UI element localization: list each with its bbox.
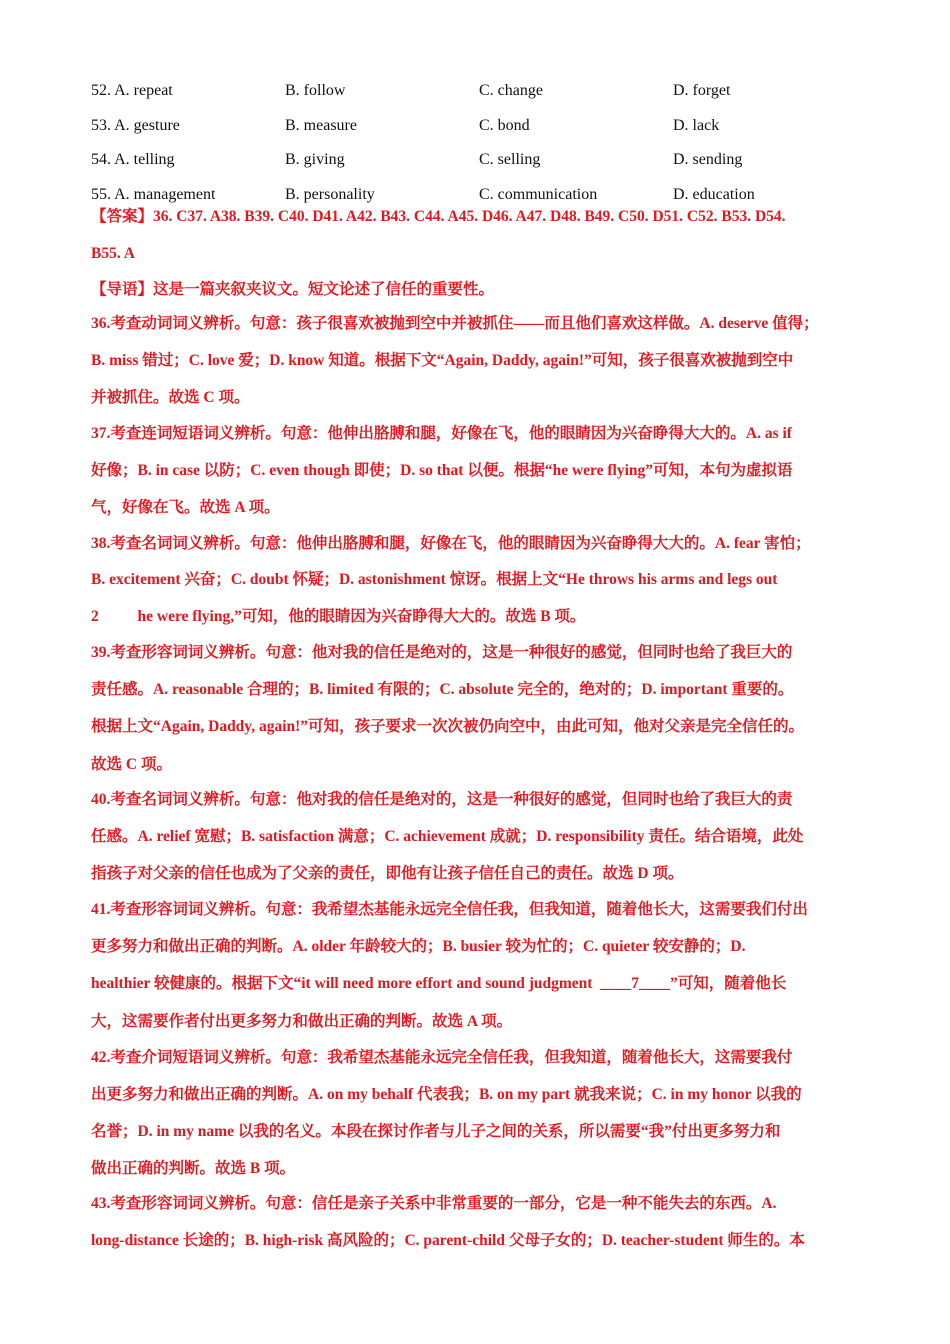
answer-options — [91, 74, 871, 212]
explanation-line: 故选 C 项。 — [91, 756, 172, 773]
answer-key-line: B55. A — [91, 245, 135, 262]
explanation-line: 并被抓住。故选 C 项。 — [91, 389, 250, 406]
option-c: C. bond — [479, 116, 530, 134]
explanation-line: 43.考查形容词词义辨析。句意：信任是亲子关系中非常重要的一部分，它是一种不能失去的东西。A. — [91, 1195, 777, 1212]
explanation-line: 做出正确的判断。故选 B 项。 — [91, 1160, 296, 1177]
option-b: B. giving — [285, 151, 345, 169]
explanation-line: 38.考查名词词义辨析。句意：他伸出胳膊和腿，好像在飞，他的眼睛因为兴奋睁得大大的。A. fear 害怕； — [91, 535, 811, 552]
explanation-line: 根据上文“Again, Daddy, again!”可知，孩子要求一次次被仍向空中，由此可知，他对父亲是完全信任的。 — [91, 718, 805, 735]
explanation-line: 责任感。A. reasonable 合理的；B. limited 有限的；C. absolute 完全的，绝对的；D. important 重要的。 — [91, 681, 794, 698]
option-d: D. forget — [673, 82, 731, 100]
explanation-line: 名誉；D. in my name 以我的名义。本段在探讨作者与儿子之间的关系，所以需要“我”付出更多努力和 — [91, 1123, 781, 1140]
explanation-line: 好像；B. in case 以防；C. even though 即使；D. so that 以便。根据“he were flying”可知，本句为虚拟语 — [91, 462, 793, 479]
option-row-52 — [91, 74, 871, 109]
explanation-line: 气，好像在飞。故选 A 项。 — [91, 499, 280, 516]
option-b: B. follow — [285, 82, 346, 100]
intro-line: 【导语】这是一篇夹叙夹议文。短文论述了信任的重要性。 — [91, 281, 495, 298]
explanation-line: 37.考查连词短语词义辨析。句意：他伸出胳膊和腿，好像在飞，他的眼睛因为兴奋睁得大大的。A. as if — [91, 425, 792, 442]
option-c: C. selling — [479, 151, 541, 169]
option-row-53 — [91, 109, 871, 144]
option-d: D. sending — [673, 151, 743, 169]
explanation-line: 39.考查形容词词义辨析。句意：他对我的信任是绝对的，这是一种很好的感觉，但同时也给了我巨大的 — [91, 644, 793, 661]
option-a: 55. A. management — [91, 185, 216, 203]
explanation-line: 任感。A. relief 宽慰；B. satisfaction 满意；C. achievement 成就；D. responsibility 责任。结合语境，此处 — [91, 828, 804, 845]
option-c: C. change — [479, 82, 543, 100]
option-b: B. measure — [285, 116, 357, 134]
explanation-line: long-distance 长途的；B. high-risk 高风险的；C. parent-child 父母子女的；D. teacher-student 师生的。本 — [91, 1232, 805, 1249]
option-a: 53. A. gesture — [91, 116, 180, 134]
explanation-line: 出更多努力和做出正确的判断。A. on my behalf 代表我；B. on my part 就我来说；C. in my honor 以我的 — [91, 1086, 802, 1103]
explanation-line: 指孩子对父亲的信任也成为了父亲的责任，即他有让孩子信任自己的责任。故选 D 项。 — [91, 865, 684, 882]
explanation-line: 42.考查介词短语词义辨析。句意：我希望杰基能永远完全信任我，但我知道，随着他长大，这需要我付 — [91, 1049, 793, 1066]
option-row-54 — [91, 143, 871, 178]
option-c: C. communication — [479, 185, 598, 203]
explanation-line: 2 he were flying,”可知，他的眼睛因为兴奋睁得大大的。故选 B 项。 — [91, 608, 586, 625]
answer-key-line: 【答案】36. C37. A38. B39. C40. D41. A42. B43. C44. A45. D46. A47. D48. B49. C50. D51. C52. B53. D54. — [91, 208, 786, 225]
explanation-line: 41.考查形容词词义辨析。句意：我希望杰基能永远完全信任我，但我知道，随着他长大，这需要我们付出 — [91, 901, 808, 918]
explanation-line: B. excitement 兴奋；C. doubt 怀疑；D. astonishment 惊讶。根据上文“He throws his arms and legs out — [91, 571, 778, 588]
option-d: D. education — [673, 185, 755, 203]
option-a: 54. A. telling — [91, 151, 175, 169]
explanation-line: healthier 较健康的。根据下文“it will need more effort and sound judgment ____7____”可知，随着他长 — [91, 975, 787, 992]
option-b: B. personality — [285, 185, 375, 203]
explanation-line: 大，这需要作者付出更多努力和做出正确的判断。故选 A 项。 — [91, 1013, 513, 1030]
explanation-line: B. miss 错过；C. love 爱；D. know 知道。根据下文“Again, Daddy, again!”可知，孩子很喜欢被抛到空中 — [91, 352, 794, 369]
explanation-line: 40.考查名词词义辨析。句意：他对我的信任是绝对的，这是一种很好的感觉，但同时也给了我巨大的责 — [91, 791, 793, 808]
option-a: 52. A. repeat — [91, 82, 173, 100]
option-d: D. lack — [673, 116, 720, 134]
explanation-line: 更多努力和做出正确的判断。A. older 年龄较大的；B. busier 较为忙的；C. quieter 较安静的；D. — [91, 938, 746, 955]
explanation-line: 36.考查动词词义辨析。句意：孩子很喜欢被抛到空中并被抓住——而且他们喜欢这样做。A. deserve 值得； — [91, 315, 819, 332]
